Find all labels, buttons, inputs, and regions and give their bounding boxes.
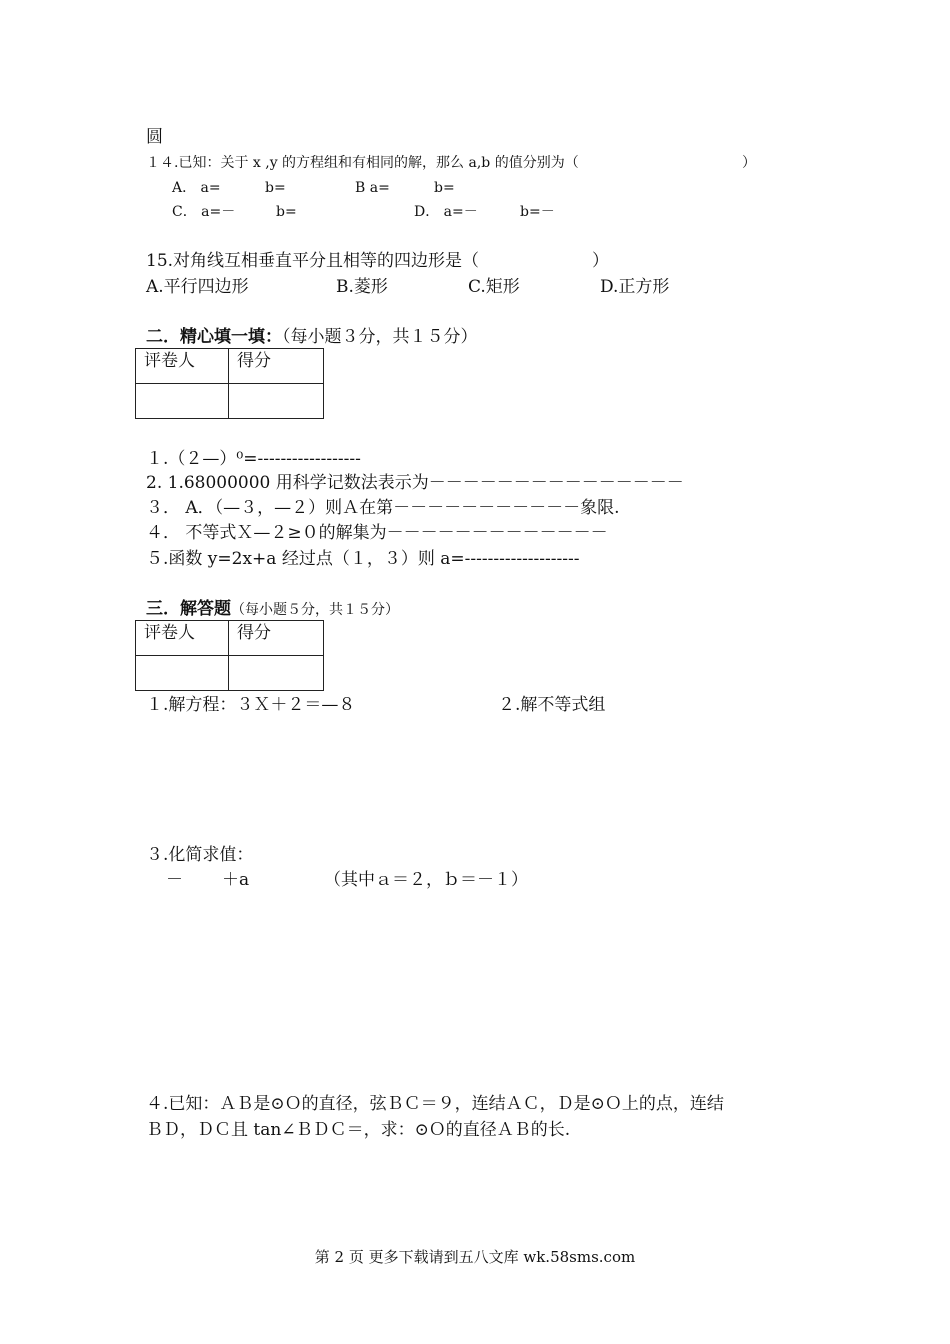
fragment-text: 圆 — [146, 127, 163, 147]
q14-option-b: B a= — [355, 180, 390, 196]
section2-grader-header: 评卷人 — [136, 349, 229, 384]
section2-grader-cell[interactable] — [136, 384, 229, 419]
answer-q4-line1: ４.已知：ＡＢ是⊙Ｏ的直径，弦ＢＣ＝９，连结ＡＣ，Ｄ是⊙Ｏ上的点，连结 — [146, 1094, 724, 1114]
section3-title: 三．解答题 — [146, 599, 231, 619]
fill-item-3: ３． A．（—３，—２）则Ａ在第－－－－－－－－－－－象限. — [146, 498, 620, 518]
section2-heading — [146, 326, 478, 348]
fill-item-2: 2. 1.68000000 用科学记数法表示为－－－－－－－－－－－－－－－ — [146, 473, 684, 493]
answer-q3-title: ３.化简求值： — [146, 845, 254, 865]
q14-option-b-b: b= — [434, 180, 455, 196]
q15-stem: 15.对角线互相垂直平分且相等的四边形是（ — [146, 251, 480, 271]
q15-option-c: C.矩形 — [468, 277, 520, 297]
section2-title: 二．精心填一填： — [146, 327, 282, 347]
answer-q1: １.解方程：３Ｘ＋２＝—８ — [146, 695, 356, 715]
q14-option-a: A． a= — [172, 180, 221, 196]
section3-heading — [146, 598, 399, 621]
q14-option-c: C． a=－ — [172, 204, 236, 220]
q15-close: ） — [592, 251, 609, 271]
answer-q4-line2: ＢＤ，ＤＣ且 tan∠ＢＤＣ＝，求：⊙Ｏ的直径ＡＢ的长. — [146, 1120, 571, 1140]
section2-note: （每小题３分，共１５分） — [282, 327, 478, 347]
answer-q2: ２.解不等式组 — [498, 695, 606, 715]
page-footer: 第 2 页 更多下载请到五八文库 wk.58sms.com — [314, 1248, 636, 1266]
section3-grader-header: 评卷人 — [136, 621, 229, 656]
answer-q3-condition: （其中ａ＝２，ｂ＝－１） — [324, 870, 528, 890]
section3-grader-cell[interactable] — [136, 656, 229, 691]
answer-q3-minus: － — [166, 870, 183, 890]
q14-option-c-b: b= — [276, 204, 297, 220]
q14-close: ） — [742, 155, 756, 171]
q14-option-d-b: b=－ — [520, 204, 555, 220]
fill-item-4: ４． 不等式Ｘ—２≥０的解集为－－－－－－－－－－－－－ — [146, 523, 608, 543]
q14-option-a-b: b= — [265, 180, 286, 196]
q14-option-d: D． a=－ — [414, 204, 478, 220]
section2-score-header: 得分 — [229, 349, 324, 384]
section2-score-cell[interactable] — [229, 384, 324, 419]
section3-score-cell[interactable] — [229, 656, 324, 691]
fill-item-5: ５.函数 y=2x+a 经过点（１，３）则 a=-------------------- — [146, 549, 580, 569]
q15-option-a: A.平行四边形 — [146, 277, 249, 297]
section3-note: （每小题５分，共１５分） — [231, 602, 399, 618]
q14-stem: １４.已知：关于 x ,y 的方程组和有相同的解，那么 a,b 的值分别为（ — [146, 155, 579, 171]
section3-score-table — [135, 620, 324, 691]
q15-option-b: B.菱形 — [336, 277, 388, 297]
answer-q3-plus: ＋a — [222, 870, 250, 890]
section3-score-header: 得分 — [229, 621, 324, 656]
q15-option-d: D.正方形 — [600, 277, 670, 297]
fill-item-1: １.（２—）⁰=------------------ — [146, 449, 361, 469]
section2-score-table — [135, 348, 324, 419]
